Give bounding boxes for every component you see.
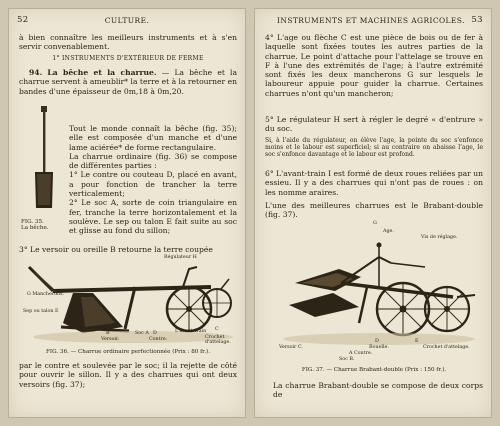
label-sep: Sep ou talon E [23, 309, 59, 314]
label-versoir: Versoir. [101, 337, 120, 342]
spade-illustration [27, 104, 61, 216]
item-3: 3° Le versoir ou oreille B retourne la terre coupée [19, 245, 213, 254]
paragraph-94-cont [69, 124, 237, 236]
label-versoir-c: Versoir C. [279, 345, 303, 350]
label-c: C [215, 327, 219, 332]
label-crochet: Crochet d'attelage. [423, 345, 470, 350]
label-age: Age. [383, 229, 394, 234]
left-header [17, 15, 237, 27]
bottom-text: La charrue Brabant-double se compose de deux corps de [273, 381, 483, 400]
plough-illustration [23, 257, 235, 349]
label-rouelle: Rouelle. [369, 345, 389, 350]
item-2: 2° Le soc A, sorte de coin triangulaire en fer, tranche la terre horizontalement et la soulève. Le sep ou talon E fait suite au soc et glisse au fond du sillon; [69, 198, 237, 236]
item-4: 4° L'age ou flèche C est une pièce de bois ou de fer à laquelle sont fixées toutes les autres parties de la charrue. Le point d'attache pour l'attelage se trouve en F à l'une des extrémités de l'age; à l'autre extrémité sont fixés les deux mancherons G sur lesquels le laboureur appuie pour guider la charrue. Certaines charrues n'ont qu'un mancheron; [265, 33, 483, 98]
para-text-3: La charrue ordinaire (fig. 36) se compose de différentes parties : [69, 151, 237, 171]
right-header [263, 15, 483, 27]
para-title: La bêche et la charrue. [47, 68, 157, 77]
item-5: 5° Le régulateur H sert à régler le degré « d'entrure » du soc. [265, 115, 483, 134]
fig35-number: FIG. 35. [21, 219, 44, 225]
para-text-1: — La bêche et la charrue servent à ameublir* la terre et à la retourner en bandes d'une épaisseur de 0m,18 à 0m,20. [19, 68, 237, 96]
fig36-caption: FIG. 36. — Charrue ordinaire perfectionnée (Prix : 80 fr.). [46, 349, 210, 355]
label-avant-train: L'avant-train [175, 329, 207, 334]
page-number: 52 [17, 15, 29, 25]
fig37-caption: FIG. 37. — Charrue Brabant-double (Prix : 150 fr.). [301, 367, 447, 373]
paragraph-94 [19, 68, 237, 96]
label-contre: Contre. [149, 337, 168, 342]
fig35-title: La bêche. [21, 225, 49, 232]
bottom-text: par le contre et soulevée par le soc; il la rejette de côté pour ouvrir le sillon. Il y a des charrues qui ont deux versoirs (fig. 37); [19, 361, 237, 389]
label-a-contre: A Contre. [349, 351, 373, 356]
label-vis: Vis de réglage. [421, 235, 458, 240]
label-d: D [375, 339, 379, 344]
label-soc-b: Soc B. [339, 357, 355, 362]
subheading: 1° INSTRUMENTS D'EXTÉRIEUR DE FERME [52, 55, 204, 62]
label-b: B [106, 331, 110, 336]
fig35-caption [21, 219, 65, 232]
label-regulateur: Régulateur H [164, 255, 197, 260]
item-1: 1° Le contre ou couteau D, placé en avant, a pour fonction de trancher la terre verticalement; [69, 170, 237, 199]
para-number: 94. [29, 68, 43, 77]
para-text-2: Tout le monde connaît la bêche (fig. 35); elle est composée d'un manche et d'une lame aciérée* de forme rectangulaire. [69, 124, 237, 152]
right-page [254, 8, 492, 418]
label-crochet: Crochet d'attelage. [205, 335, 231, 345]
page-number: 53 [471, 15, 483, 25]
brabant-intro: L'une des meilleures charrues est le Brabant-double (fig. 37). [265, 201, 483, 220]
label-soc: Soc A [135, 331, 149, 336]
label-g: G [373, 221, 377, 226]
running-head: INSTRUMENTS ET MACHINES AGRICOLES. [277, 16, 465, 25]
running-head: CULTURE. [104, 16, 150, 25]
label-d: D [153, 331, 157, 336]
book-spread [8, 8, 492, 418]
left-page [8, 8, 246, 418]
label-mancherons: G Mancherons. [27, 292, 65, 297]
label-e: E [415, 339, 419, 344]
item-6: 6° L'avant-train I est formé de deux roues reliées par un essieu. Il y a des charrues qui n'ont pas de roues : on les nomme araires. [265, 169, 483, 197]
brabant-plough-illustration [275, 227, 485, 349]
intro-text: à bien connaître les meilleurs instruments et à s'en servir convenablement. [19, 33, 237, 52]
regulator-note: Si, à l'aide du régulateur, on élève l'age, la pointe du soc s'enfonce moins et le labour est superficiel; si au contraire on abaisse l'age, le soc s'enfonce davantage et le labour est profond. [265, 137, 483, 158]
